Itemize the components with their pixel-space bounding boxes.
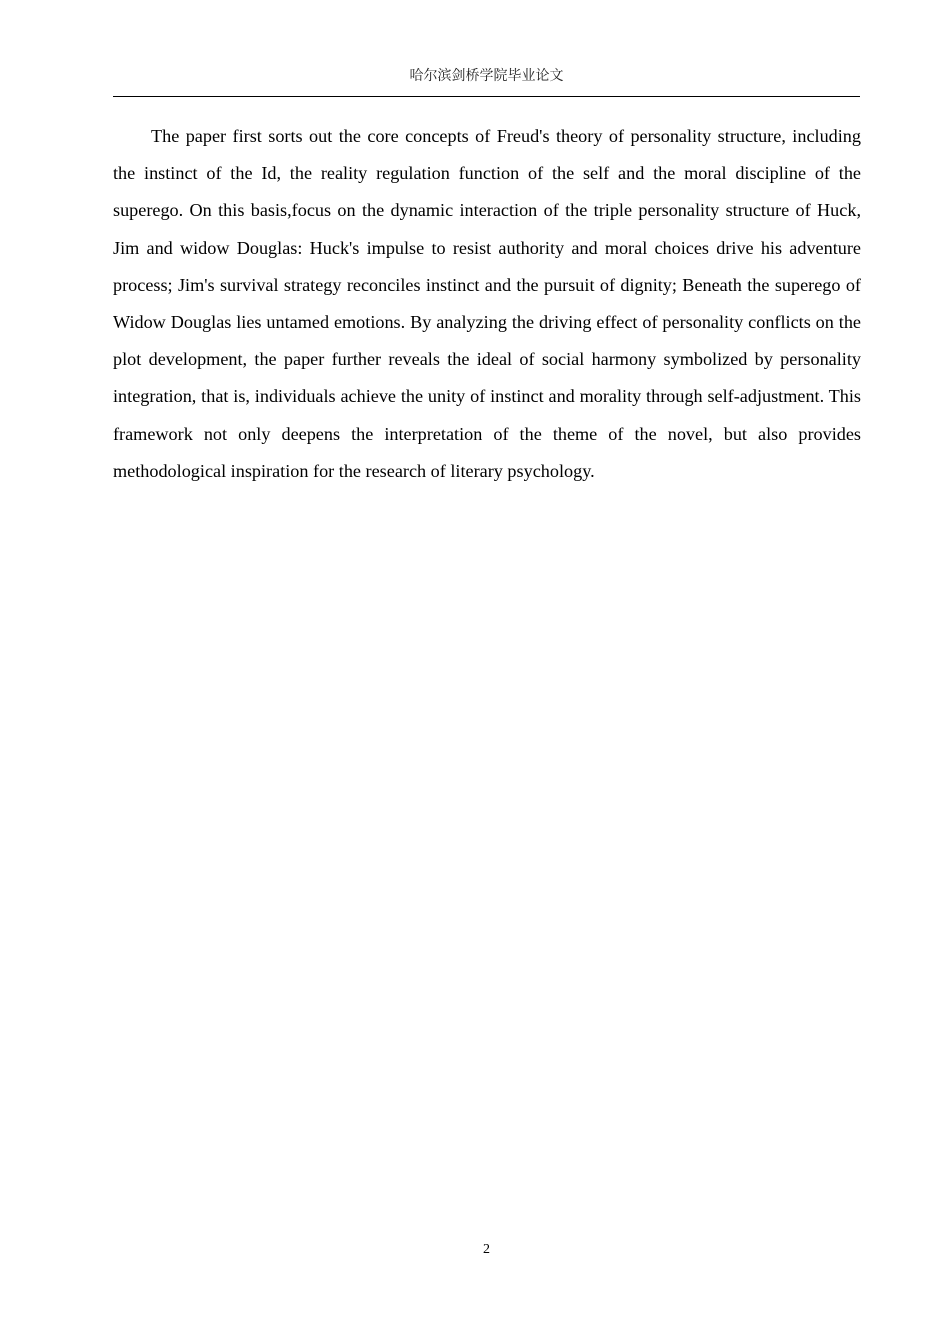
- header-divider: [113, 96, 860, 97]
- body-paragraph: The paper first sorts out the core concepts of Freud's theory of personality structure, including the instinct of the Id, the reality regulation function of the self and the moral discipline of the superego. On this basis,focus on the dynamic interaction of the triple personality structure of Huck, Jim and widow Douglas: Huck's impulse to resist authority and moral choices drive his adventure process; Jim's survival strategy reconciles instinct and the pursuit of dignity; Beneath the superego of Widow Douglas lies untamed emotions. By analyzing the driving effect of personality conflicts on the plot development, the paper further reveals the ideal of social harmony symbolized by personality integration, that is, individuals achieve the unity of instinct and morality through self-adjustment. This framework not only deepens the interpretation of the theme of the novel, but also provides methodological inspiration for the research of literary psychology.: [113, 126, 861, 481]
- page-number: 2: [483, 1242, 490, 1257]
- running-header: 哈尔滨剑桥学院毕业论文: [409, 68, 564, 84]
